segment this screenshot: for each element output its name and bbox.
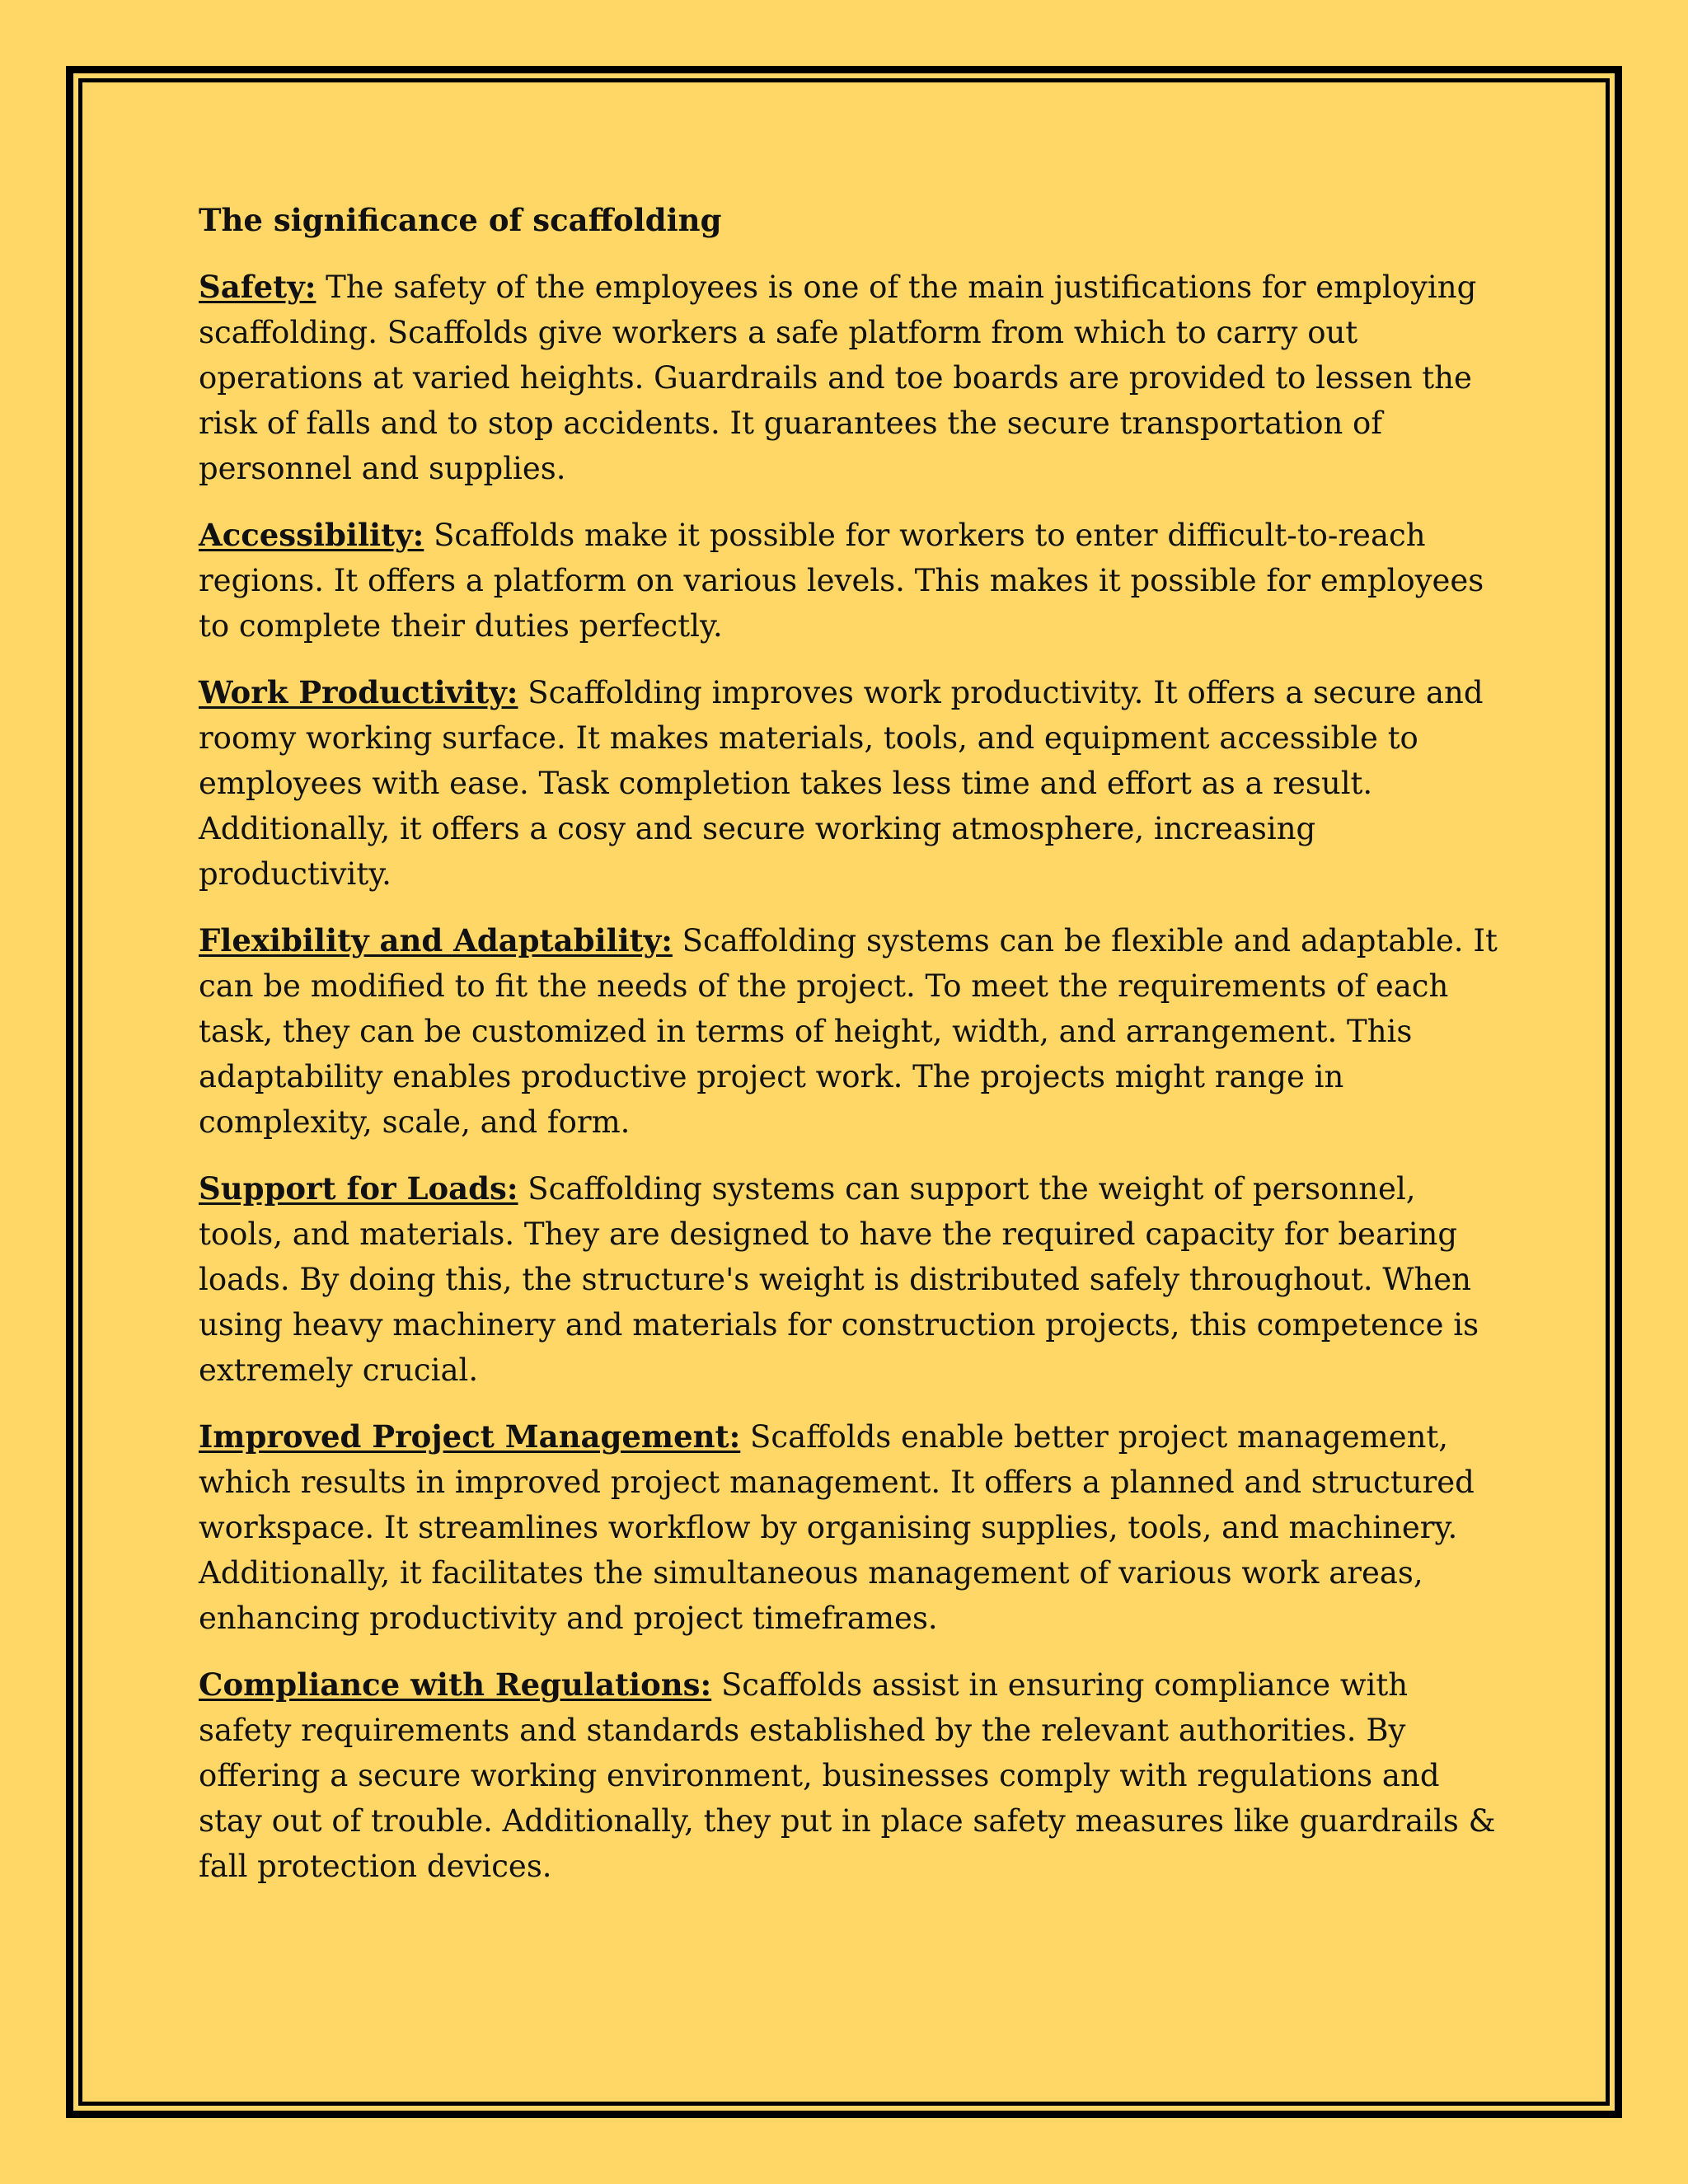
section-body: Scaffolds assist in ensuring compliance with safety requirements and standards established by the relevant authorities. By offering a secure working environment, businesses comply with regulations and stay out of trouble. Additionally, they put in place safety measures like guardrails & fall protection devices. — [199, 1667, 1496, 1884]
section-heading: Safety: — [199, 269, 316, 305]
section-heading: Work Productivity: — [199, 674, 518, 710]
document-title: The significance of scaffolding — [199, 202, 722, 238]
section-flexibility — [199, 918, 1509, 1145]
section-compliance — [199, 1662, 1509, 1889]
section-support-for-loads — [199, 1166, 1509, 1393]
section-work-productivity — [199, 670, 1509, 897]
section-body: Scaffolds make it possible for workers to enter difficult-to-reach regions. It offers a platform on various levels. This makes it possible for employees to complete their duties perfectly. — [199, 518, 1484, 644]
section-heading: Compliance with Regulations: — [199, 1666, 712, 1703]
section-heading: Improved Project Management: — [199, 1418, 741, 1455]
section-body: Scaffolding systems can be flexible and adaptable. It can be modified to fit the needs of the project. To meet the requirements of each task, they can be customized in terms of height, width, and arrangement. This adaptability enables productive project work. The projects might range in complexity, scale, and form. — [199, 923, 1498, 1140]
section-body: Scaffolds enable better project management, which results in improved project management. It offers a planned and structured workspace. It streamlines workflow by organising supplies, tools, and machinery. Additionally, it facilitates the simultaneous management of various work areas, enhancing productivity and project timeframes. — [199, 1419, 1475, 1636]
section-safety — [199, 265, 1509, 491]
section-accessibility — [199, 513, 1509, 649]
section-heading: Flexibility and Adaptability: — [199, 922, 673, 958]
section-body: Scaffolding systems can support the weight of personnel, tools, and materials. They are designed to have the required capacity for bearing loads. By doing this, the structure's weight is distributed safely throughout. When using heavy machinery and materials for construction projects, this competence is extremely crucial. — [199, 1171, 1479, 1388]
section-heading: Support for Loads: — [199, 1170, 518, 1207]
section-heading: Accessibility: — [199, 517, 424, 553]
section-body: The safety of the employees is one of the main justifications for employing scaffolding. Scaffolds give workers a safe platform from which to carry out operations at varied heights. Guardrails and toe boards are provided to lessen the risk of falls and to stop accidents. It guarantees the secure transportation of personnel and supplies. — [199, 269, 1477, 486]
section-project-management — [199, 1414, 1509, 1641]
document-body — [199, 198, 1509, 1910]
section-body: Scaffolding improves work productivity. It offers a secure and roomy working surface. It makes materials, tools, and equipment accessible to employees with ease. Task completion takes less time and effort as a result. Additionally, it offers a cosy and secure working atmosphere, increasing productivity. — [199, 675, 1484, 892]
